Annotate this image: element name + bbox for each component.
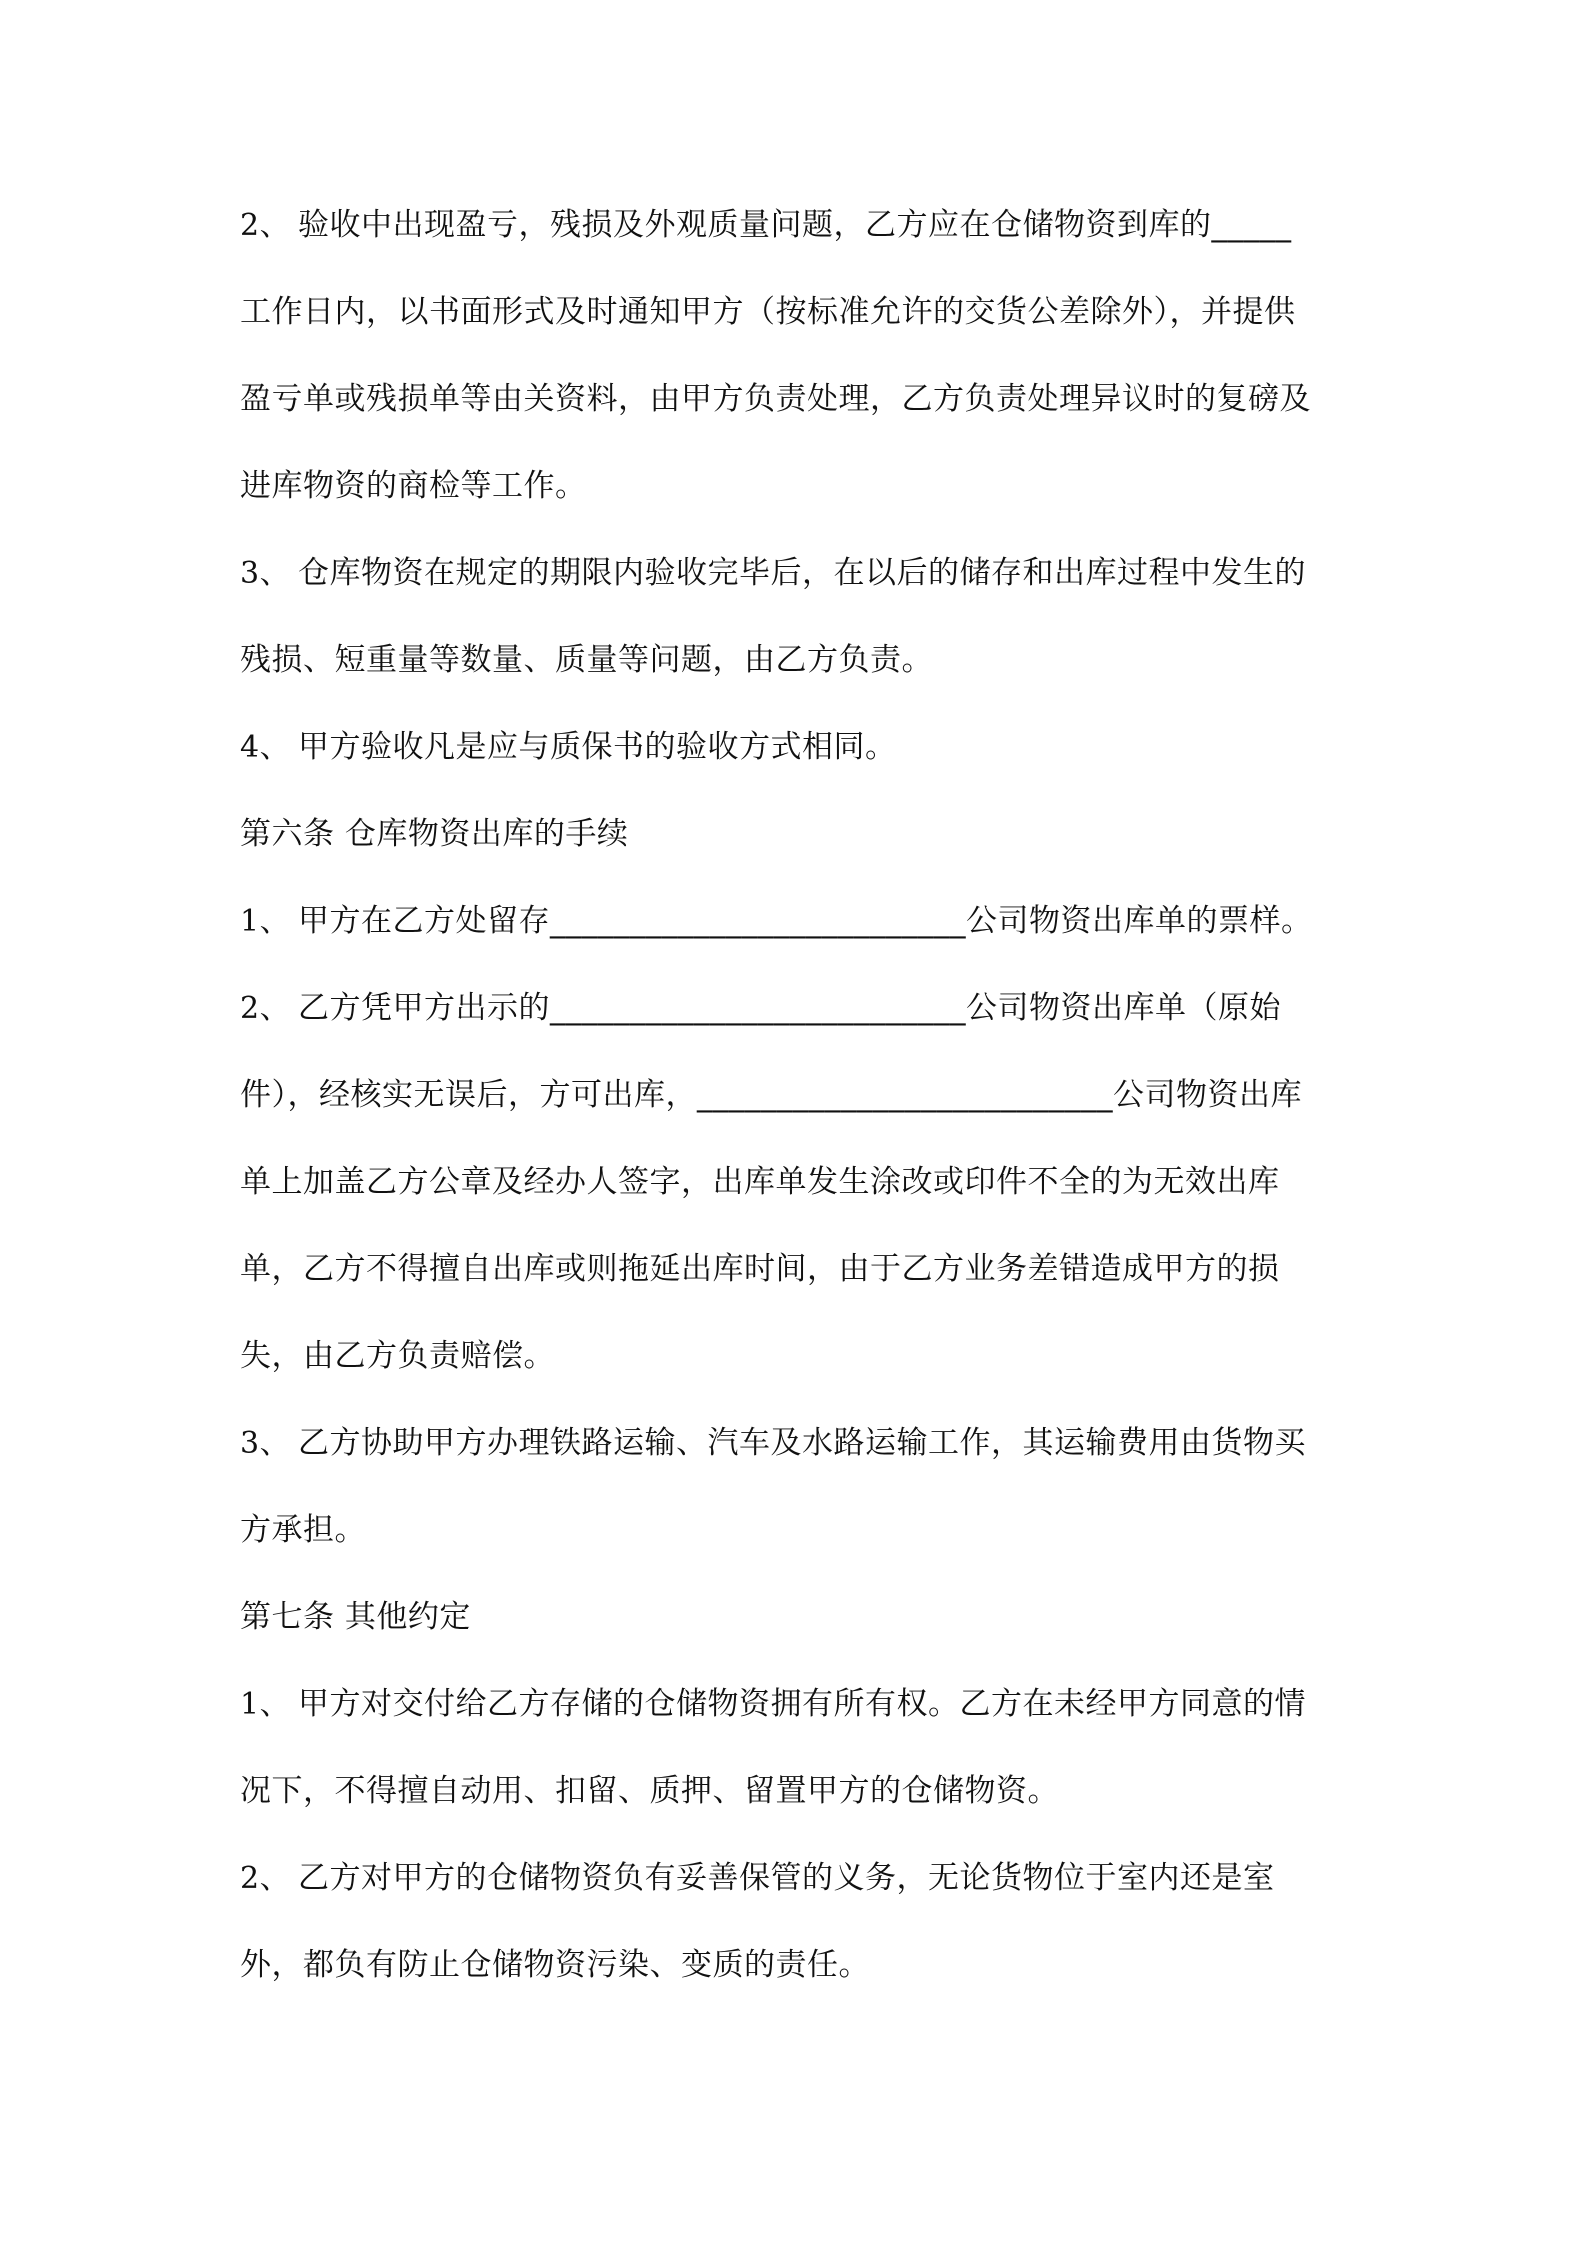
clause-number: 2、: [240, 991, 291, 1026]
text-line: [240, 1150, 1370, 1237]
clause-number: 2、: [240, 1861, 291, 1896]
text-line: [240, 1237, 1370, 1324]
text-line: [240, 1498, 1370, 1585]
line-text: 甲方验收凡是应与质保书的验收方式相同。: [298, 729, 897, 765]
text-line: [240, 1672, 1370, 1759]
clause-number: 1、: [240, 1687, 291, 1722]
text-line: [240, 280, 1370, 367]
line-text: 外，都负有防止仓储物资污染、变质的责任。: [240, 1947, 870, 1983]
line-text: 验收中出现盈亏，残损及外观质量问题，乙方应在仓储物资到库的_____: [298, 207, 1292, 243]
line-text: 件），经核实无误后，方可出库，__________________________公司物资出库: [240, 1077, 1302, 1113]
text-line: [240, 715, 1370, 802]
text-line: [240, 1759, 1370, 1846]
line-text: 甲方在乙方处留存__________________________公司物资出库单的票样。: [298, 903, 1313, 939]
line-text: 方承担。: [240, 1512, 366, 1548]
clause-number: 3、: [240, 1426, 291, 1461]
text-line: [240, 1063, 1370, 1150]
text-line: [240, 1324, 1370, 1411]
line-text: 乙方协助甲方办理铁路运输、汽车及水路运输工作，其运输费用由货物买: [298, 1425, 1306, 1461]
text-line: [240, 628, 1370, 715]
line-text: 况下，不得擅自动用、扣留、质押、留置甲方的仓储物资。: [240, 1773, 1059, 1809]
line-text: 乙方对甲方的仓储物资负有妥善保管的义务，无论货物位于室内还是室: [298, 1860, 1275, 1896]
text-line: [240, 454, 1370, 541]
heading-text: 第六条 仓库物资出库的手续: [240, 816, 629, 852]
text-line: [240, 1411, 1370, 1498]
text-line: [240, 541, 1370, 628]
line-text: 仓库物资在规定的期限内验收完毕后，在以后的储存和出库过程中发生的: [298, 555, 1306, 591]
document-page: [240, 193, 1370, 2020]
clause-number: 1、: [240, 904, 291, 939]
text-line: [240, 367, 1370, 454]
clause-number: 4、: [240, 730, 291, 765]
section-heading: [240, 802, 1370, 889]
text-line: [240, 1846, 1370, 1933]
line-text: 进库物资的商检等工作。: [240, 468, 587, 504]
line-text: 乙方凭甲方出示的__________________________公司物资出库单（原始: [298, 990, 1281, 1026]
line-text: 甲方对交付给乙方存储的仓储物资拥有所有权。乙方在未经甲方同意的情: [298, 1686, 1306, 1722]
text-line: [240, 889, 1370, 976]
text-line: [240, 1933, 1370, 2020]
line-text: 单，乙方不得擅自出库或则拖延出库时间，由于乙方业务差错造成甲方的损: [240, 1251, 1280, 1287]
clause-number: 2、: [240, 208, 291, 243]
clause-number: 3、: [240, 556, 291, 591]
section-heading: [240, 1585, 1370, 1672]
line-text: 失，由乙方负责赔偿。: [240, 1338, 555, 1374]
line-text: 盈亏单或残损单等由关资料，由甲方负责处理，乙方负责处理异议时的复磅及: [240, 381, 1311, 417]
line-text: 工作日内，以书面形式及时通知甲方（按标准允许的交货公差除外），并提供: [240, 294, 1296, 330]
text-line: [240, 976, 1370, 1063]
line-text: 残损、短重量等数量、质量等问题，由乙方负责。: [240, 642, 933, 678]
heading-text: 第七条 其他约定: [240, 1599, 471, 1635]
line-text: 单上加盖乙方公章及经办人签字，出库单发生涂改或印件不全的为无效出库: [240, 1164, 1280, 1200]
text-line: [240, 193, 1370, 280]
